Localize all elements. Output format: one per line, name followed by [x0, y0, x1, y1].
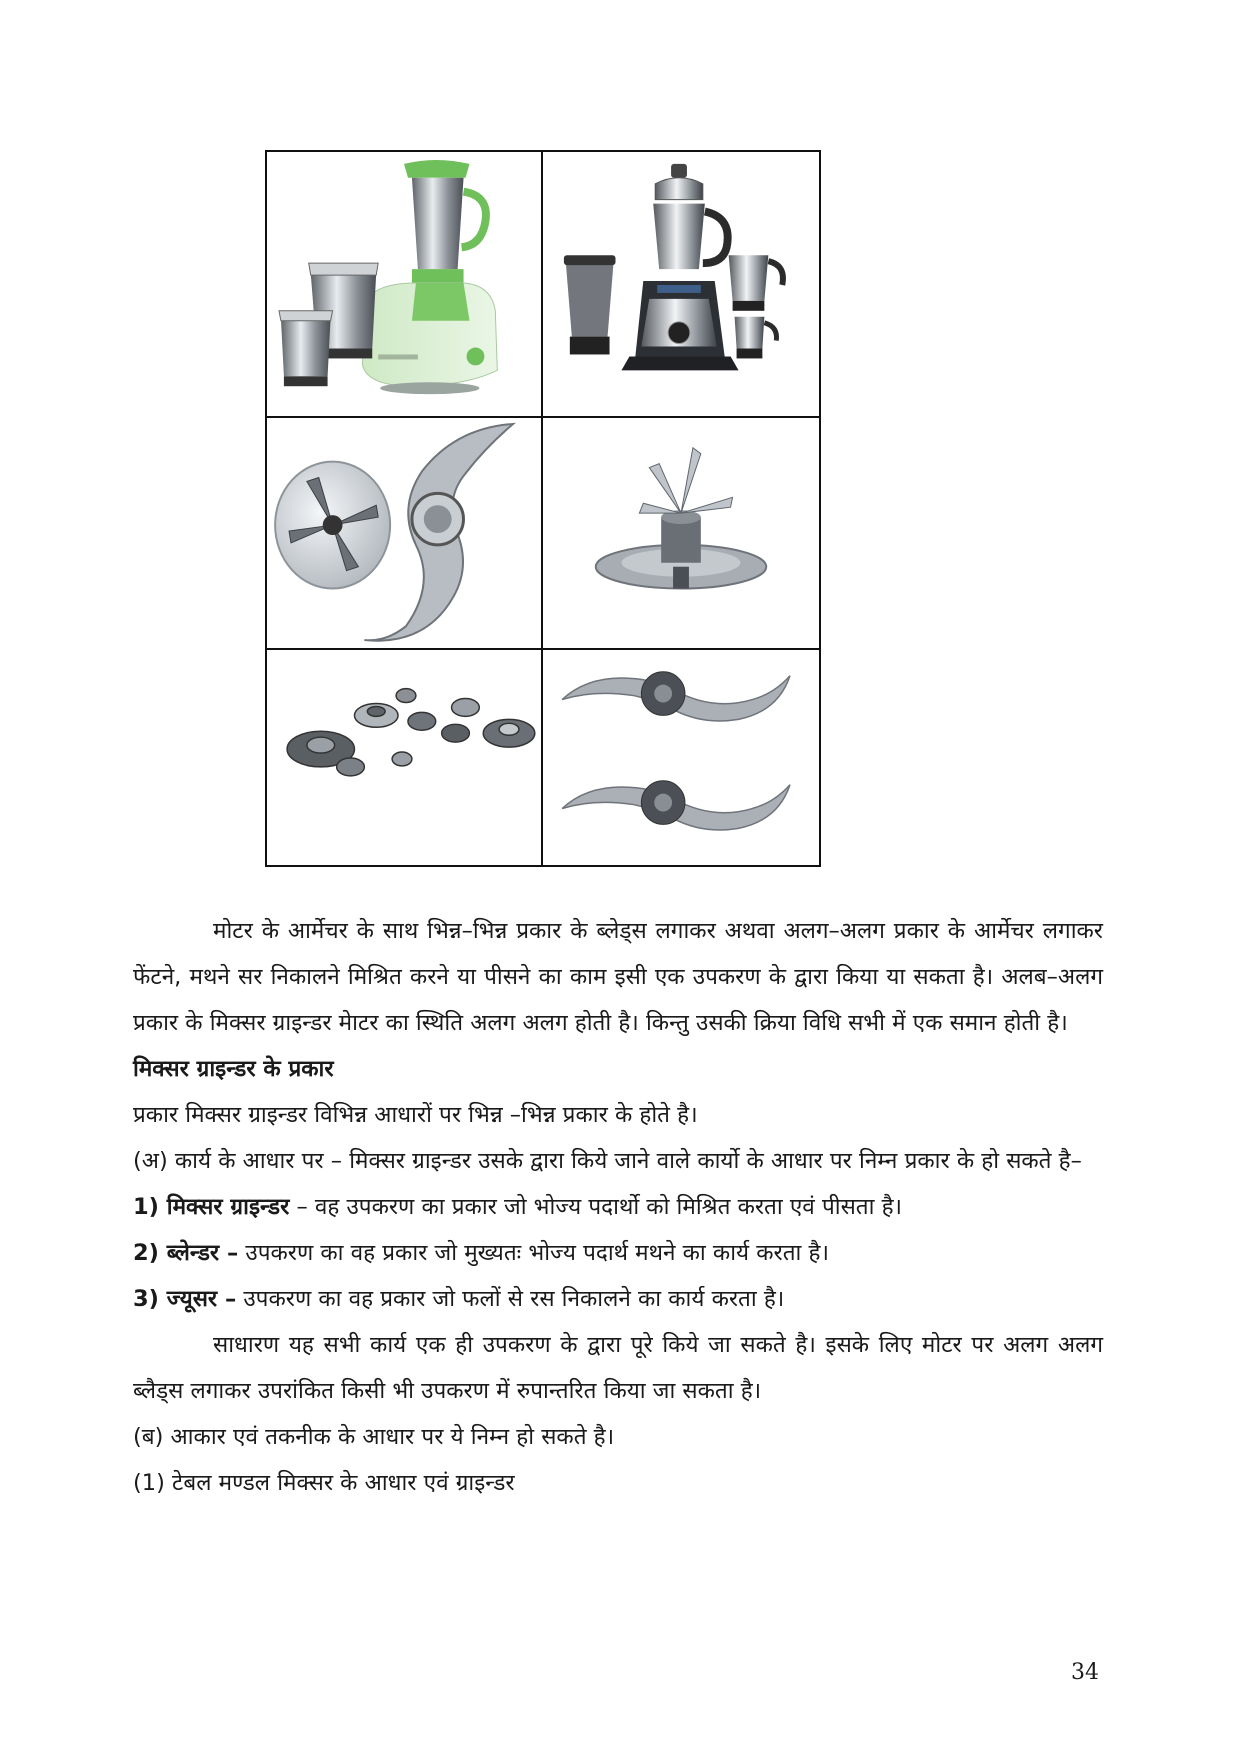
list-item-term: 2) ब्लेन्डर – — [133, 1240, 239, 1266]
list-item — [133, 1276, 1103, 1322]
list-item-term: 1) मिक्सर ग्राइन्डर — [133, 1194, 290, 1220]
s-blades-photo — [543, 650, 819, 865]
blender-blade-assembly-photo — [543, 418, 819, 650]
list-item — [133, 1230, 1103, 1276]
paragraph-intro: मोटर के आर्मेचर के साथ भिन्न–भिन्न प्रकार के ब्लेड्स लगाकर अथवा अलग–अलग प्रकार के आर्मेचर लगाकर फेंटने, मथने सर निकालने मिश्रित करने या पीसने का काम इसी एक उपकरण के द्वारा किया या सकता है। अलब–अलग प्रकार के मिक्सर ग्राइन्डर मेाटर का स्थिति अलग अलग होती है। किन्तु उसकी क्रिया विधि सभी में एक समान होती है। — [133, 918, 1103, 1036]
figure-grid — [265, 150, 821, 867]
section-b-item-1: (1) टेबल मण्डल मिक्सर के आधार एवं ग्राइन्डर — [133, 1470, 515, 1496]
list-item-desc: उपकरण का वह प्रकार जो फलों से रस निकालने का कार्य करता है। — [236, 1286, 785, 1312]
section-b: (ब) आकार एवं तकनीक के आधार पर ये निम्न हो सकते है। — [133, 1424, 615, 1450]
coupler-parts-photo — [267, 650, 543, 865]
mixer-grinder-silver-photo — [543, 152, 819, 418]
mixer-grinder-green-photo — [267, 152, 543, 418]
list-item-term: 3) ज्यूसर – — [133, 1286, 237, 1312]
types-intro: प्रकार मिक्सर ग्राइन्डर विभिन्न आधारों पर भिन्न –भिन्न प्रकार के होते है। — [133, 1102, 698, 1128]
page-number: 34 — [1071, 1660, 1099, 1685]
section-a: (अ) कार्य के आधार पर – मिक्सर ग्राइन्डर उसके द्वारा किये जाने वाले कार्यो के आधार पर निम्न प्रकार के हो सकते है– — [133, 1148, 1082, 1174]
list-item-desc: उपकरण का वह प्रकार जो मुख्यतः भोज्य पदार्थ मथने का कार्य करता है। — [238, 1240, 829, 1266]
blade-disc-photo — [267, 418, 543, 650]
section-heading: मिक्सर ग्राइन्डर के प्रकार — [133, 1056, 334, 1082]
text-body — [133, 908, 1103, 1506]
list-item-desc: – वह उपकरण का प्रकार जो भोज्य पदार्थो को मिश्रित करता एवं पीसता है। — [289, 1194, 903, 1220]
paragraph-summary: साधारण यह सभी कार्य एक ही उपकरण के द्वारा पूरे किये जा सकते है। इसके लिए मोटर पर अलग अलग ब्लैड्स लगाकर उपरांकित किसी भी उपकरण में रुपान्तरित किया जा सकता है। — [133, 1332, 1103, 1404]
list-item — [133, 1184, 1103, 1230]
